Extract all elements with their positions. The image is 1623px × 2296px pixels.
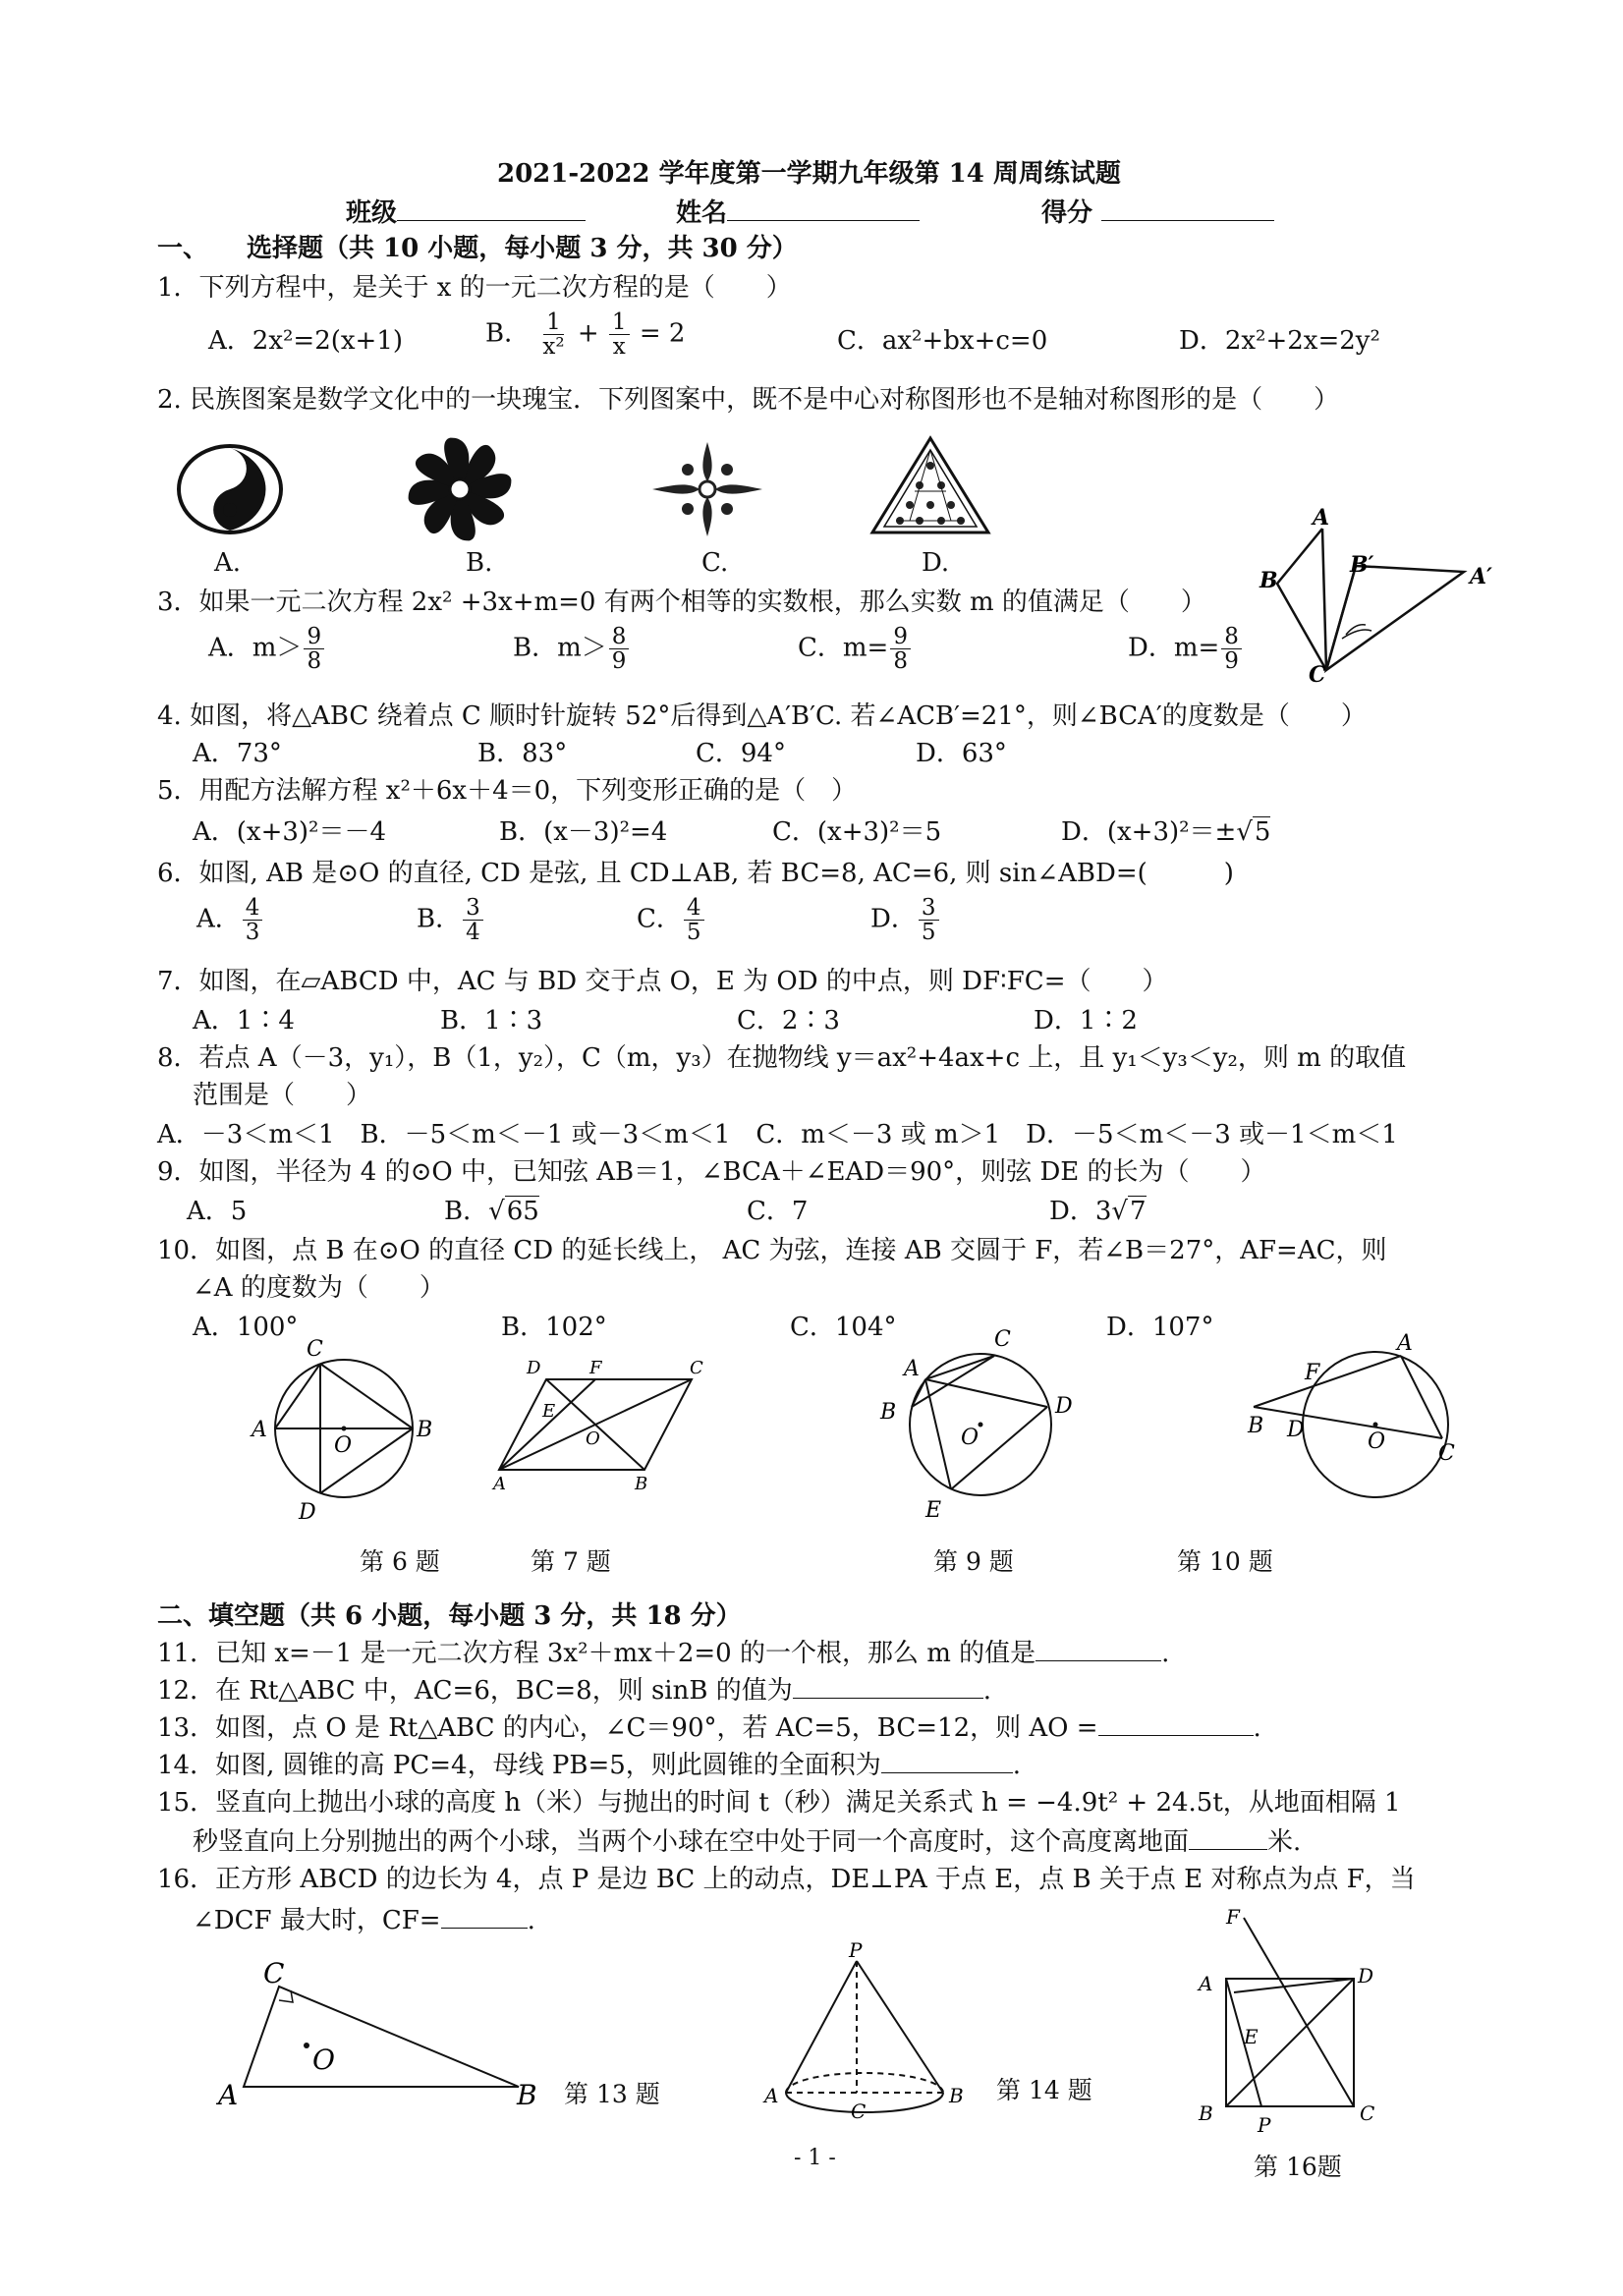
q3-option-d <box>1128 625 1244 673</box>
q1-b-plus: + <box>577 318 599 349</box>
q6-b-frac: $\frac{3}{4}$ <box>463 896 483 944</box>
q9-b-root: 65 <box>506 1197 539 1226</box>
fig10-label-a: A <box>1397 1331 1413 1356</box>
class-field <box>346 195 586 230</box>
q9-option-b: B．√65 <box>444 1197 539 1226</box>
pattern-b-pinwheel <box>405 440 515 538</box>
q9-stem: 9．如图，半径为 4 的⊙O 中，已知弦 AB＝1，∠BCA＋∠EAD＝90°，则弦 DE 的长为（ ） <box>157 1157 1266 1187</box>
q3-a-prefix: A．m＞ <box>208 633 303 663</box>
fig9-label-d: D <box>1055 1394 1073 1419</box>
q3-option-a <box>208 625 326 673</box>
q5-d-prefix: D．(x+3)²＝± <box>1061 817 1237 847</box>
q12-end: . <box>982 1676 992 1706</box>
q5-option-b: B．(x－3)²=4 <box>499 817 668 847</box>
q16-stem2: ∠DCF 最大时，CF= <box>193 1906 441 1935</box>
fig16 <box>1191 1905 1407 2146</box>
q6-option-a <box>196 896 264 944</box>
q15-end: 米. <box>1267 1827 1302 1857</box>
fig7-label-a: A <box>493 1474 506 1494</box>
q10-stem-line1: 10．如图，点 B 在⊙O 的直径 CD 的延长线上， AC 为弦，连接 AB 交圆于 F，若∠B＝27°，AF=AC，则 <box>157 1236 1387 1265</box>
fig14 <box>762 1938 979 2132</box>
fig16-label-a: A <box>1199 1972 1213 1995</box>
q3-stem: 3．如果一元二次方程 2x² +3x+m=0 有两个相等的实数根，那么实数 m 的值满足（ ） <box>157 588 1206 617</box>
fig6-caption: 第 6 题 <box>360 1547 440 1576</box>
q2-option-a: A. <box>214 548 242 578</box>
q6-option-b <box>417 896 485 944</box>
q5-stem: 5．用配方法解方程 x²＋6x＋4＝0，下列变形正确的是（ ） <box>157 776 858 806</box>
q4-option-d: D．63° <box>916 739 1007 768</box>
q4-figure <box>1248 505 1493 688</box>
q14 <box>157 1747 1021 1782</box>
q5-option-d: D．(x+3)²＝±√5 <box>1061 817 1271 847</box>
q2-option-d: D. <box>922 548 950 578</box>
fig10-caption: 第 10 题 <box>1177 1547 1273 1576</box>
q11 <box>157 1635 1169 1670</box>
q6-a-frac: $\frac{4}{3}$ <box>243 896 263 944</box>
q4-label-b: B <box>1259 568 1278 593</box>
fig9-label-e: E <box>925 1498 942 1523</box>
fig10-label-b: B <box>1248 1414 1264 1438</box>
q1-stem: 1．下列方程中，是关于 x 的一元二次方程的是（ ） <box>157 273 792 303</box>
fig16-label-e: E <box>1244 2025 1259 2048</box>
q6-option-c <box>637 896 706 944</box>
q11-end: . <box>1161 1639 1170 1668</box>
q4-option-c: C．94° <box>696 739 786 768</box>
fig13-caption: 第 13 题 <box>564 2080 660 2108</box>
class-blank[interactable] <box>397 195 586 221</box>
q10-option-c: C．104° <box>790 1313 897 1342</box>
pattern-a-yinyang <box>175 442 285 536</box>
q3-b-frac: $\frac{8}{9}$ <box>609 625 630 673</box>
q16-line2 <box>193 1902 535 1937</box>
q6-b-prefix: B． <box>417 904 462 934</box>
q3-c-prefix: C．m= <box>798 633 889 663</box>
q11-blank[interactable] <box>1035 1635 1161 1661</box>
fig7-label-e: E <box>542 1401 556 1422</box>
q1-b-prefix: B． <box>485 318 531 349</box>
q5-option-c: C．(x+3)²＝5 <box>772 817 942 847</box>
q11-stem: 11．已知 x=－1 是一元二次方程 3x²＋mx＋2=0 的一个根，那么 m 的值是 <box>157 1639 1036 1668</box>
q3-option-c <box>798 625 913 673</box>
q12-stem: 12．在 Rt△ABC 中，AC=6，BC=8，则 sinB 的值为 <box>157 1676 793 1706</box>
q4-option-a: A．73° <box>193 739 282 768</box>
q4-option-b: B．83° <box>477 739 568 768</box>
q16-blank[interactable] <box>441 1902 528 1929</box>
q14-stem: 14．如图, 圆锥的高 PC=4，母线 PB=5，则此圆锥的全面积为 <box>157 1751 881 1780</box>
q8-options: A．－3＜m＜1 B．－5＜m＜－1 或－3＜m＜1 C．m＜－3 或 m＞1 D．－5＜m＜－3 或－1＜m＜1 <box>157 1120 1398 1149</box>
q12-blank[interactable] <box>793 1672 983 1699</box>
fig7 <box>487 1356 713 1493</box>
q9-d-prefix: D．3 <box>1049 1197 1112 1226</box>
fig14-caption: 第 14 题 <box>996 2076 1092 2104</box>
pattern-c-ornament <box>648 438 766 540</box>
q7-option-d: D．1∶2 <box>1034 1006 1138 1036</box>
fig16-label-f: F <box>1226 1905 1240 1929</box>
q12 <box>157 1672 991 1708</box>
q2-option-b: B. <box>466 548 493 578</box>
q6-option-d <box>870 896 941 944</box>
q9-option-d: D．3√7 <box>1049 1197 1147 1226</box>
q3-a-frac: $\frac{9}{8}$ <box>304 625 324 673</box>
q5-option-a: A．(x+3)²＝－4 <box>193 817 387 847</box>
q3-b-prefix: B．m＞ <box>513 633 607 663</box>
q2-stem: 2. 民族图案是数学文化中的一块瑰宝．下列图案中，既不是中心对称图形也不是轴对称图形的是（ ） <box>157 385 1340 415</box>
fig13 <box>212 1957 546 2111</box>
q1-b-frac1: $\frac{1}{\text{x²}}$ <box>542 309 565 361</box>
fig9-caption: 第 9 题 <box>933 1547 1014 1576</box>
q16-line1: 16．正方形 ABCD 的边长为 4，点 P 是边 BC 上的动点，DE⊥PA 于点 E，点 B 关于点 E 对称点为点 F，当 <box>157 1865 1416 1894</box>
score-field <box>1041 195 1274 230</box>
fig13-label-b: B <box>517 2079 537 2111</box>
q10-option-d: D．107° <box>1106 1313 1214 1342</box>
q15-line1: 15．竖直向上抛出小球的高度 h（米）与抛出的时间 t（秒）满足关系式 h = −4.9t² + 24.5t，从地面相隔 1 <box>157 1788 1401 1818</box>
q3-option-b <box>513 625 631 673</box>
fig16-label-c: C <box>1360 2101 1375 2125</box>
q15-blank[interactable] <box>1189 1823 1267 1850</box>
pattern-d-triangle <box>870 436 990 534</box>
fig16-label-p: P <box>1258 2113 1271 2137</box>
fig9-label-b: B <box>880 1400 897 1425</box>
fig16-label-d: D <box>1358 1964 1374 1988</box>
page-number: - 1 - <box>794 2146 836 2170</box>
q5-d-root: 5 <box>1254 817 1271 847</box>
q1-option-d: D．2x²+2x=2y² <box>1179 326 1380 356</box>
fig7-label-d: D <box>527 1358 541 1378</box>
q3-c-frac: $\frac{9}{8}$ <box>890 625 911 673</box>
page-title: 2021-2022 学年度第一学期九年级第 14 周周练试题 <box>497 159 1121 189</box>
fig7-label-b: B <box>635 1474 648 1494</box>
q9-option-c: C．7 <box>747 1197 809 1226</box>
q1-b-frac2: $\frac{1}{x}$ <box>609 310 630 359</box>
q4-label-a-prime: A′ <box>1470 564 1492 589</box>
q15-stem2: 秒竖直向上分别抛出的两个小球，当两个小球在空中处于同一个高度时，这个高度离地面 <box>193 1827 1190 1857</box>
q10-stem-line2: ∠A 的度数为（ ） <box>193 1273 445 1303</box>
fig7-label-f: F <box>589 1358 602 1378</box>
q1-b-eq: = 2 <box>639 318 686 349</box>
q4-stem: 4. 如图，将△ABC 绕着点 C 顺时针旋转 52°后得到△A′B′C. 若∠ACB′=21°，则∠BCA′的度数是（ ） <box>157 701 1367 731</box>
fig10-label-o: O <box>1368 1429 1386 1454</box>
q9-b-prefix: B． <box>444 1197 489 1226</box>
q7-option-a: A．1∶4 <box>193 1006 295 1036</box>
fig10-label-d: D <box>1287 1418 1305 1442</box>
q4-label-b-prime: B′ <box>1350 552 1374 578</box>
q6-d-prefix: D． <box>870 904 917 934</box>
q4-label-c: C <box>1309 662 1326 688</box>
q13-blank[interactable] <box>1098 1709 1254 1736</box>
q1-option-a: A．2x²=2(x+1) <box>208 326 404 356</box>
fig7-label-o: O <box>586 1428 600 1449</box>
fig14-label-p: P <box>849 1938 863 1962</box>
q3-d-prefix: D．m= <box>1128 633 1220 663</box>
fig14-label-a: A <box>764 2084 779 2107</box>
name-label: 姓名 <box>676 198 728 228</box>
fig6 <box>246 1326 442 1523</box>
q16-end: . <box>527 1906 535 1935</box>
fig6-label-o: O <box>334 1433 353 1458</box>
q9-d-root: 7 <box>1129 1197 1147 1226</box>
fig9-label-c: C <box>994 1327 1011 1352</box>
q7-stem: 7．如图，在▱ABCD 中，AC 与 BD 交于点 O，E 为 OD 的中点，则 DF∶FC=（ ） <box>157 967 1168 996</box>
score-blank[interactable] <box>1101 195 1274 221</box>
q4-label-a: A <box>1313 505 1330 531</box>
q2-option-c: C. <box>701 548 729 578</box>
fig13-label-c: C <box>263 1957 285 1989</box>
fig6-label-a: A <box>252 1418 267 1442</box>
fig9-label-o: O <box>961 1426 979 1450</box>
fig14-label-b: B <box>949 2084 964 2107</box>
q13-end: . <box>1253 1713 1261 1743</box>
fig6-label-b: B <box>417 1418 433 1442</box>
q6-c-prefix: C． <box>637 904 682 934</box>
q1-option-c: C．ax²+bx+c=0 <box>837 326 1048 356</box>
q1-option-b <box>485 310 685 359</box>
q3-d-frac: $\frac{8}{9}$ <box>1221 625 1242 673</box>
q6-c-frac: $\frac{4}{5}$ <box>684 896 704 944</box>
q13-stem: 13．如图，点 O 是 Rt△ABC 的内心，∠C＝90°，若 AC=5，BC=12，则 AO = <box>157 1713 1098 1743</box>
score-label: 得分 <box>1041 198 1093 228</box>
fig10-label-c: C <box>1438 1441 1455 1466</box>
fig7-label-c: C <box>690 1358 703 1378</box>
q7-option-b: B．1∶3 <box>440 1006 543 1036</box>
q14-blank[interactable] <box>881 1747 1013 1773</box>
q15-line2 <box>193 1823 1301 1859</box>
q8-stem-line2: 范围是（ ） <box>193 1081 372 1110</box>
q6-d-frac: $\frac{3}{5}$ <box>919 896 939 944</box>
q7-option-c: C．2∶3 <box>737 1006 840 1036</box>
fig13-label-o: O <box>312 2044 335 2076</box>
fig16-label-b: B <box>1199 2101 1213 2125</box>
q13 <box>157 1709 1261 1745</box>
fig16-caption: 第 16题 <box>1254 2153 1342 2181</box>
fig7-caption: 第 7 题 <box>531 1547 611 1576</box>
section2-title: 二、填空题（共 6 小题，每小题 3 分，共 18 分） <box>157 1601 742 1631</box>
fig10 <box>1240 1328 1476 1505</box>
q6-stem: 6．如图, AB 是⊙O 的直径, CD 是弦, 且 CD⊥AB, 若 BC=8, AC=6, 则 sin∠ABD=( ) <box>157 859 1234 888</box>
section1-title: 一、 选择题（共 10 小题，每小题 3 分，共 30 分） <box>157 234 798 263</box>
q8-stem-line1: 8．若点 A（－3，y₁），B（1，y₂），C（m，y₃）在抛物线 y＝ax²+4ax+c 上，且 y₁＜y₃＜y₂，则 m 的取值 <box>157 1043 1407 1073</box>
q6-a-prefix: A． <box>196 904 241 934</box>
q10-option-a: A．100° <box>193 1313 299 1342</box>
name-field <box>676 195 920 230</box>
fig14-label-c: C <box>851 2100 867 2123</box>
fig10-label-f: F <box>1305 1361 1320 1385</box>
fig9 <box>872 1316 1089 1523</box>
class-label: 班级 <box>346 198 398 228</box>
q14-end: . <box>1012 1751 1022 1780</box>
fig6-label-c: C <box>307 1337 323 1362</box>
name-blank[interactable] <box>727 195 920 221</box>
fig9-label-a: A <box>904 1357 920 1381</box>
fig13-label-a: A <box>218 2079 239 2111</box>
fig6-label-d: D <box>299 1500 316 1525</box>
q10-option-b: B．102° <box>501 1313 607 1342</box>
q9-option-a: A．5 <box>187 1197 248 1226</box>
